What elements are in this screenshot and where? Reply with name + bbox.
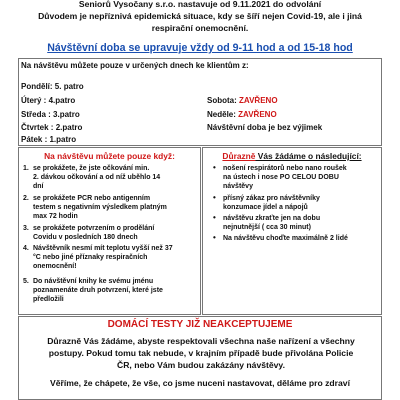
condition-line: se prokážete PCR nebo antigenním — [33, 195, 151, 202]
schedule-day-tuesday — [21, 96, 75, 105]
condition-item — [23, 164, 161, 192]
condition-line: Covidu v posledních 180 dnech — [33, 234, 138, 242]
schedule-day-monday — [21, 82, 84, 91]
condition-number: 3. — [23, 225, 29, 232]
condition-line: °C nebo jiné příznaky respiračních — [33, 254, 148, 262]
schedule-day-sunday — [207, 110, 277, 119]
request-item — [213, 193, 320, 212]
day-floor: 2.patro — [55, 123, 83, 132]
condition-number: 2. — [23, 195, 29, 202]
condition-line: onemocnění! — [33, 263, 77, 271]
notice-header — [0, 0, 400, 34]
visiting-hours-title: Návštěvní doba se upravuje vždy od 9-11 hod a od 15-18 hod — [47, 42, 353, 54]
visit-conditions-box — [18, 147, 201, 315]
bullet-icon: • — [213, 163, 216, 172]
request-line: návštěvy — [223, 183, 253, 191]
schedule-day-friday — [21, 135, 76, 144]
conditions-title: Na návštěvu můžete pouze když: — [44, 151, 175, 161]
closed-label: ZAVŘENO — [238, 110, 277, 119]
condition-line: dní — [33, 183, 44, 191]
day-name: Sobota: — [207, 96, 237, 105]
condition-line: testem s negativním výsledkem platným — [33, 204, 167, 212]
header-line: Seniorů Vysočany s.r.o. nastavuje od 9.11.2021 do odvolání — [78, 0, 322, 9]
header-line: Důvodem je nepříznivá epidemická situace, kdy se šíří nejen Covid-19, ale i jiná — [38, 11, 362, 21]
condition-number: 1. — [23, 165, 29, 172]
condition-line: se prokážete potvrzením o prodělání — [33, 225, 155, 232]
home-tests-box — [18, 316, 382, 400]
condition-item — [23, 224, 155, 242]
closing-line: Věříme, že chápete, že vše, co jsme nuceni nastavovat, děláme pro zdraví — [50, 378, 350, 388]
request-line: nošení respirátorů nebo nano roušek — [223, 165, 347, 172]
condition-number: 4. — [23, 245, 29, 252]
day-name: Neděle: — [207, 110, 236, 119]
condition-line: se prokážete, že jste očkování min. — [33, 165, 150, 172]
day-name: Pondělí: — [21, 82, 53, 91]
bullet-icon: • — [213, 233, 216, 242]
bullet-icon: • — [213, 193, 216, 202]
appeal-line: Důrazně Vás žádáme, abyste respektovali všechna naše nařízení a všechny — [47, 336, 355, 346]
request-item — [213, 213, 321, 232]
day-name: Středa : — [21, 110, 51, 119]
request-line: na ústech i nose PO CELOU DOBU — [223, 174, 339, 182]
no-exceptions-note: Návštěvní doba je bez výjimek — [207, 123, 323, 132]
appeal-paragraph — [21, 335, 381, 371]
day-floor: 3.patro — [53, 110, 80, 119]
visitor-requests-box — [202, 147, 382, 315]
day-name: Úterý : — [21, 96, 47, 105]
day-name: Čtvrtek : — [21, 123, 54, 132]
condition-item — [23, 244, 173, 272]
day-floor: 4.patro — [48, 96, 76, 105]
schedule-intro: Na návštěvu můžete pouze v určených dnech ke klientům z: — [21, 61, 249, 70]
request-line: návštěvu zkraťte jen na dobu — [223, 215, 321, 222]
condition-line: Návštěvník nesmí mít teplotu vyšší než 37 — [33, 245, 173, 252]
schedule-day-thursday — [21, 123, 82, 132]
bullet-icon: • — [213, 213, 216, 222]
condition-number: 5. — [23, 278, 29, 285]
request-item — [213, 163, 347, 192]
request-line: Na návštěvu choďte maximálně 2 lidé — [223, 235, 348, 242]
home-tests-title: DOMÁCÍ TESTY JIŽ NEAKCEPTUJEME — [107, 319, 293, 330]
requests-title — [203, 151, 381, 161]
condition-item — [23, 277, 163, 305]
closed-label: ZAVŘENO — [239, 96, 278, 105]
visiting-schedule — [18, 58, 382, 146]
header-line: respirační onemocnění. — [151, 23, 249, 33]
schedule-day-saturday — [207, 96, 278, 105]
request-item — [213, 233, 348, 243]
appeal-line: postupy. Pokud tomu tak nebude, v krajním případě bude přivolána Policie — [48, 348, 354, 358]
day-floor: 5. patro — [54, 82, 84, 91]
request-line: nejnutnější ( cca 30 minut) — [223, 224, 311, 232]
condition-item — [23, 194, 167, 222]
condition-line: poznamenáte druh potvrzení, které jste — [33, 287, 163, 295]
condition-line: Do návštěvní knihy ke svému jménu — [33, 278, 154, 285]
condition-line: max 72 hodin — [33, 213, 78, 221]
day-name: Pátek : — [21, 135, 48, 144]
condition-line: 2. dávkou očkování a od níž uběhlo 14 — [33, 174, 161, 182]
day-floor: 1.patro — [49, 135, 77, 144]
appeal-line: ČR, nebo Vám budou zakázány návštěvy. — [117, 360, 285, 370]
request-line: přísný zákaz pro návštěvníky — [223, 195, 320, 202]
condition-line: předložili — [33, 296, 64, 304]
schedule-day-wednesday — [21, 110, 80, 119]
requests-title-emphasis: Důrazně — [222, 151, 256, 161]
request-line: konzumace jídel a nápojů — [223, 204, 308, 212]
requests-title-rest: Vás žádáme o následující: — [255, 151, 362, 161]
